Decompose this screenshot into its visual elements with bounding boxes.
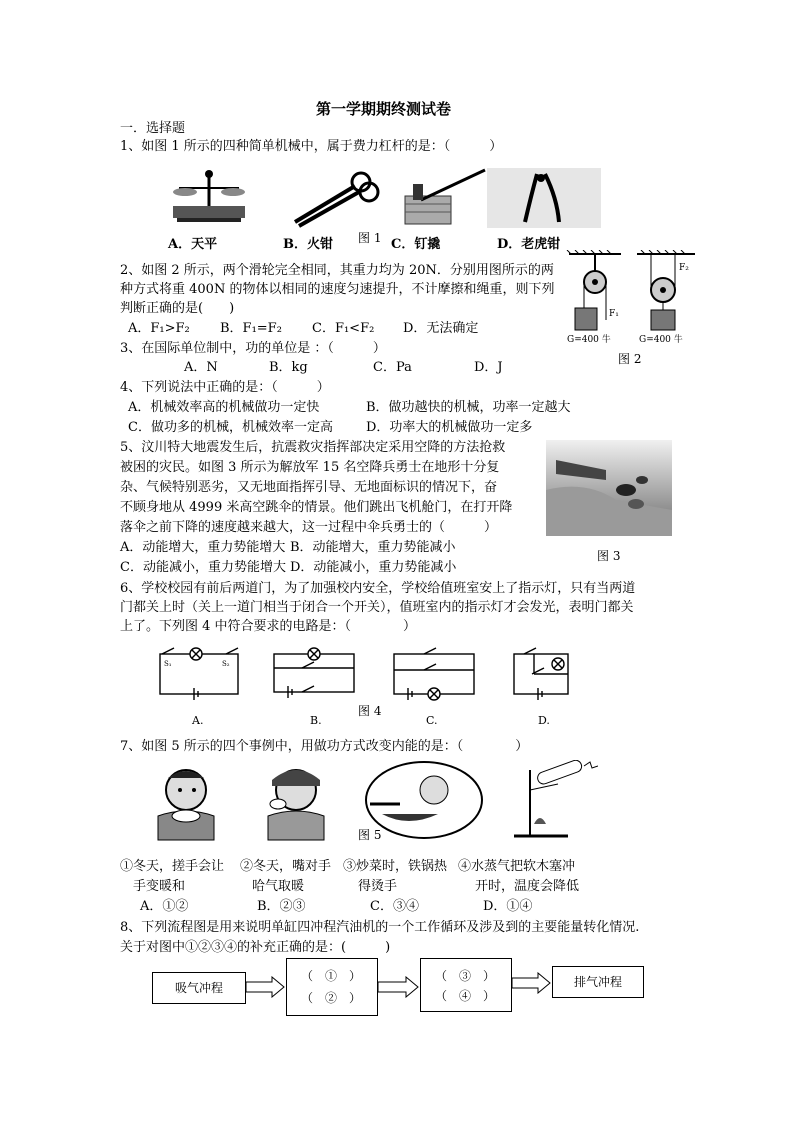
q1-stem: 1、如图 1 所示的四种简单机械中，属于费力杠杆的是：（ ） bbox=[120, 139, 503, 154]
weight-label-right: G=400 牛 bbox=[639, 335, 683, 345]
q6-line-3: 上了。下列图 4 中符合要求的电路是：（ ） bbox=[120, 619, 417, 634]
figure-3-paratroopers-photo bbox=[546, 440, 672, 536]
q4-option-c: C．做功多的机械，机械效率一定高 bbox=[128, 420, 333, 435]
q5-line-4: 不顾身地从 4999 米高空跳伞的情景。他们跳出飞机舱门，在打开降 bbox=[120, 500, 513, 515]
flow-box-energy-conversion bbox=[420, 958, 512, 1012]
fire-tongs-icon bbox=[295, 173, 378, 226]
q1-option-c: C．钉撬 bbox=[391, 237, 441, 252]
q2-option-b: B．F₁=F₂ bbox=[220, 321, 282, 336]
section-heading: 一．选择题 bbox=[120, 121, 186, 136]
q5-option-c: C．动能减小，重力势能增大 bbox=[120, 560, 286, 575]
pliers-icon bbox=[487, 168, 601, 228]
q7-caption-2-line-2: 哈气取暖 bbox=[252, 879, 305, 894]
flow-box-exhaust bbox=[552, 966, 644, 998]
figure-2-pulleys bbox=[565, 250, 705, 346]
q5-line-3: 杂、气候特别恶劣，又无地面指挥引导、无地面标识的情况下，奋 bbox=[120, 480, 498, 495]
q7-caption-4-line-2: 开时，温度会降低 bbox=[475, 879, 580, 894]
q6-line-2: 门都关上时（关上一道门相当于闭合一个开关），值班室内的指示灯才会发光，表明门都关 bbox=[120, 600, 634, 615]
q6-line-1: 6、学校校园有前后两道门，为了加强校内安全，学校给值班室安上了指示灯，只有当两道 bbox=[120, 581, 636, 596]
q7-caption-4-line-1: ④水蒸气把软木塞冲 bbox=[458, 859, 576, 874]
q5-option-b: B．动能增大，重力势能减小 bbox=[290, 540, 456, 555]
q3-stem: 3、在国际单位制中，功的单位是 ：（ ） bbox=[120, 341, 386, 356]
q4-option-b: B．做功越快的机械，功率一定越大 bbox=[366, 400, 571, 415]
circuit-label-c: C. bbox=[426, 714, 438, 727]
figure-4-label: 图 4 bbox=[358, 704, 382, 718]
nail-puller-icon bbox=[405, 170, 485, 224]
page-title: 第一学期期终测试卷 bbox=[316, 100, 452, 118]
figure-5-label: 图 5 bbox=[358, 828, 382, 842]
q2-option-a: A．F₁>F₂ bbox=[128, 321, 190, 336]
balance-icon bbox=[173, 170, 245, 222]
q8-line-1: 8、下列流程图是用来说明单缸四冲程汽油机的一个工作循环及涉及到的主要能量转化情况. bbox=[120, 920, 640, 935]
q3-option-c: C．Pa bbox=[373, 360, 412, 375]
q2-option-d: D．无法确定 bbox=[403, 321, 479, 336]
q2-line-3: 判断正确的是( ) bbox=[120, 301, 235, 316]
q7-caption-1-line-2: 手变暖和 bbox=[133, 879, 186, 894]
q2-option-c: C．F₁<F₂ bbox=[312, 321, 375, 336]
breathing-on-hands-icon bbox=[268, 770, 324, 840]
flow-box-blank-1: （ ① ） bbox=[301, 969, 362, 983]
q7-caption-1-line-1: ①冬天，搓手会让 bbox=[120, 859, 225, 874]
flow-box-exhaust-label: 排气冲程 bbox=[573, 975, 622, 989]
q7-option-b: B．②③ bbox=[257, 899, 306, 914]
q7-option-c: C．③④ bbox=[370, 899, 419, 914]
q7-option-d: D．①④ bbox=[483, 899, 533, 914]
weight-label-left: G=400 牛 bbox=[567, 335, 611, 345]
q2-line-2: 种方式将重 400N 的物体以相同的速度匀速提升，不计摩擦和绳重，则下列 bbox=[120, 282, 555, 297]
q1-option-a: A．天平 bbox=[168, 237, 218, 252]
flow-arrow-3 bbox=[510, 972, 552, 994]
switch-label-s1: S₁ bbox=[164, 660, 172, 668]
test-tube-steam-icon bbox=[514, 760, 598, 836]
q4-option-a: A．机械效率高的机械做功一定快 bbox=[128, 400, 320, 415]
rubbing-hands-icon bbox=[158, 770, 214, 840]
q5-option-d: D．动能减小，重力势能减小 bbox=[290, 560, 457, 575]
flow-box-blank-2: （ ② ） bbox=[301, 991, 362, 1005]
q2-line-1: 2、如图 2 所示，两个滑轮完全相同，其重力均为 20N．分别用图所示的两 bbox=[120, 263, 554, 278]
circuit-label-b: B. bbox=[310, 714, 322, 727]
q4-stem: 4、下列说法中正确的是：（ ） bbox=[120, 380, 330, 395]
circuit-label-d: D. bbox=[538, 714, 550, 727]
flow-arrow-1 bbox=[244, 976, 286, 998]
q3-option-b: B．kg bbox=[269, 360, 308, 375]
q7-caption-3-line-1: ③炒菜时，铁锅热 bbox=[343, 859, 448, 874]
force-label-f2: F₂ bbox=[679, 263, 689, 273]
switch-label-s2: S₂ bbox=[222, 660, 230, 668]
q1-option-b: B．火钳 bbox=[283, 237, 333, 252]
flow-box-blank-3: （ ③ ） bbox=[435, 969, 496, 983]
q7-option-a: A．①② bbox=[140, 899, 189, 914]
cooking-wok-icon bbox=[366, 762, 482, 838]
figure-2-label: 图 2 bbox=[618, 352, 642, 366]
flow-arrow-2 bbox=[376, 976, 420, 998]
q4-option-d: D．功率大的机械做功一定多 bbox=[366, 420, 533, 435]
circuit-label-a: A. bbox=[192, 714, 204, 727]
flow-box-blank-4: （ ④ ） bbox=[435, 989, 496, 1003]
q5-line-2: 被困的灾民。如图 3 所示为解放军 15 名空降兵勇士在地形十分复 bbox=[120, 460, 500, 475]
q3-option-a: A．N bbox=[184, 360, 218, 375]
q7-caption-2-line-1: ②冬天，嘴对手 bbox=[240, 859, 332, 874]
q5-line-1: 5、汶川特大地震发生后，抗震救灾指挥部决定采用空降的方法抢救 bbox=[120, 440, 506, 455]
flow-box-intake bbox=[152, 972, 246, 1004]
figure-1-simple-machines bbox=[165, 166, 605, 232]
q7-caption-3-line-2: 得烫手 bbox=[358, 879, 398, 894]
flow-box-compression-power bbox=[286, 958, 378, 1016]
q5-line-5: 落伞之前下降的速度越来越大，这一过程中伞兵勇士的（ ） bbox=[120, 520, 498, 535]
q3-option-d: D．J bbox=[474, 360, 503, 375]
flow-box-intake-label: 吸气冲程 bbox=[174, 981, 223, 995]
q5-option-a: A．动能增大，重力势能增大 bbox=[120, 540, 286, 555]
q7-stem: 7、如图 5 所示的四个事例中，用做功方式改变内能的是：（ ） bbox=[120, 739, 529, 754]
force-label-f1: F₁ bbox=[609, 309, 619, 319]
figure-3-label: 图 3 bbox=[597, 549, 621, 563]
figure-1-label: 图 1 bbox=[358, 231, 382, 245]
q8-line-2: 关于对图中①②③④的补充正确的是：( ) bbox=[120, 940, 391, 955]
q1-option-d: D．老虎钳 bbox=[497, 237, 561, 252]
